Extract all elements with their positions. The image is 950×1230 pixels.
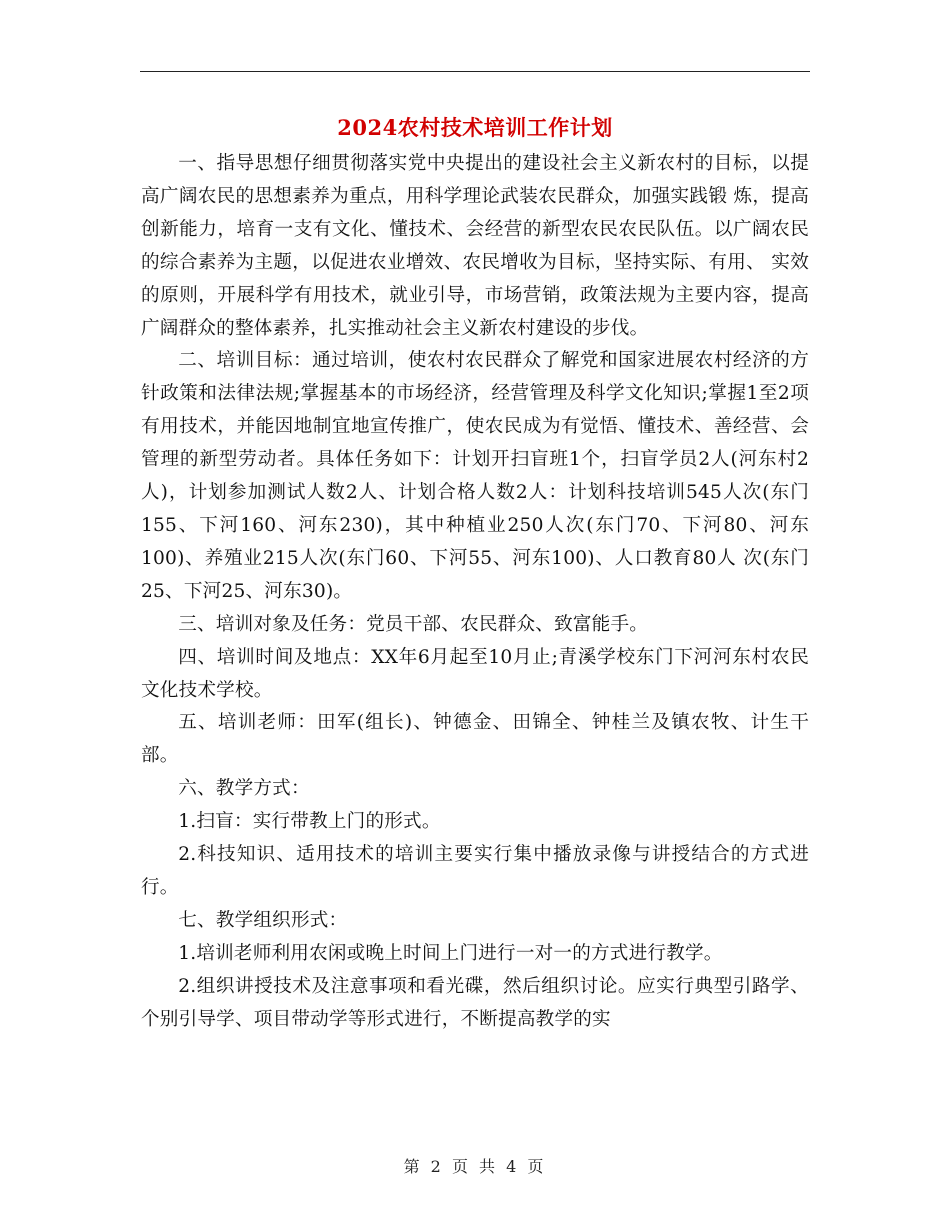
paragraph-organization-1: 1.培训老师利用农闲或晚上时间上门进行一对一的方式进行教学。: [178, 942, 723, 964]
paragraph-time-location: 四、培训时间及地点：XX年6月起至10月止;青溪学校东门下河河东村农民文化技术学校。: [141, 646, 809, 701]
paragraph-training-targets: 三、培训对象及任务：党员干部、农民群众、致富能手。: [178, 613, 649, 635]
document-title: 2024农村技术培训工作计划: [337, 115, 613, 140]
header-rule: [140, 71, 810, 72]
paragraph-organization-2: 2.组织讲授技术及注意事项和看光碟，然后组织讨论。应实行典型引路学、个别引导学、项目带动学等形式进行，不断提高教学的实: [141, 975, 809, 1030]
paragraph-teachers: 五、培训老师：田军(组长)、钟德金、田锦全、钟桂兰及镇农牧、计生干部。: [141, 712, 809, 767]
document-body: [141, 148, 809, 1036]
page-number-footer: 第 2 页 共 4 页: [403, 1157, 547, 1176]
paragraph-method-1: 1.扫盲：实行带教上门的形式。: [178, 811, 441, 833]
paragraph-method-2: 2.科技知识、适用技术的培训主要实行集中播放录像与讲授结合的方式进行。: [141, 844, 809, 898]
paragraph-training-goals: 二、培训目标：通过培训，使农村农民群众了解党和国家进展农村经济的方针政策和法律法规;掌握基本的市场经济，经营管理及科学文化知识;掌握1至2项有用技术，并能因地制宜地宣传推广，使农民成为有觉悟、懂技术、善经营、会管理的新型劳动者。具体任务如下：计划开扫盲班1个，扫盲学员2人(河东村2人)，计划参加测试人数2人、计划合格人数2人：计划科技培训545人次(东门155、下河160、河东230)，其中种植业250人次(东门70、下河80、河东100)、养殖业215人次(东门60、下河55、河东100)、人口教育80人 次(东门25、下河25、河东30)。: [141, 350, 809, 602]
paragraph-teaching-methods-heading: 六、教学方式：: [178, 778, 310, 800]
paragraph-organization-heading: 七、教学组织形式：: [178, 909, 348, 931]
paragraph-guiding-ideology: 一、指导思想仔细贯彻落实党中央提出的建设社会主义新农村的目标，以提高广阔农民的思想素养为重点，用科学理论武装农民群众，加强实践锻 炼，提高创新能力，培育一支有文化、懂技术、会经营的新型农民农民队伍。以广阔农民的综合素养为主题，以促进农业增效、农民增收为目标，坚持实际、有用、 实效的原则，开展科学有用技术，就业引导，市场营销，政策法规为主要内容，提高广阔群众的整体素养，扎实推动社会主义新农村建设的步伐。: [141, 153, 809, 339]
